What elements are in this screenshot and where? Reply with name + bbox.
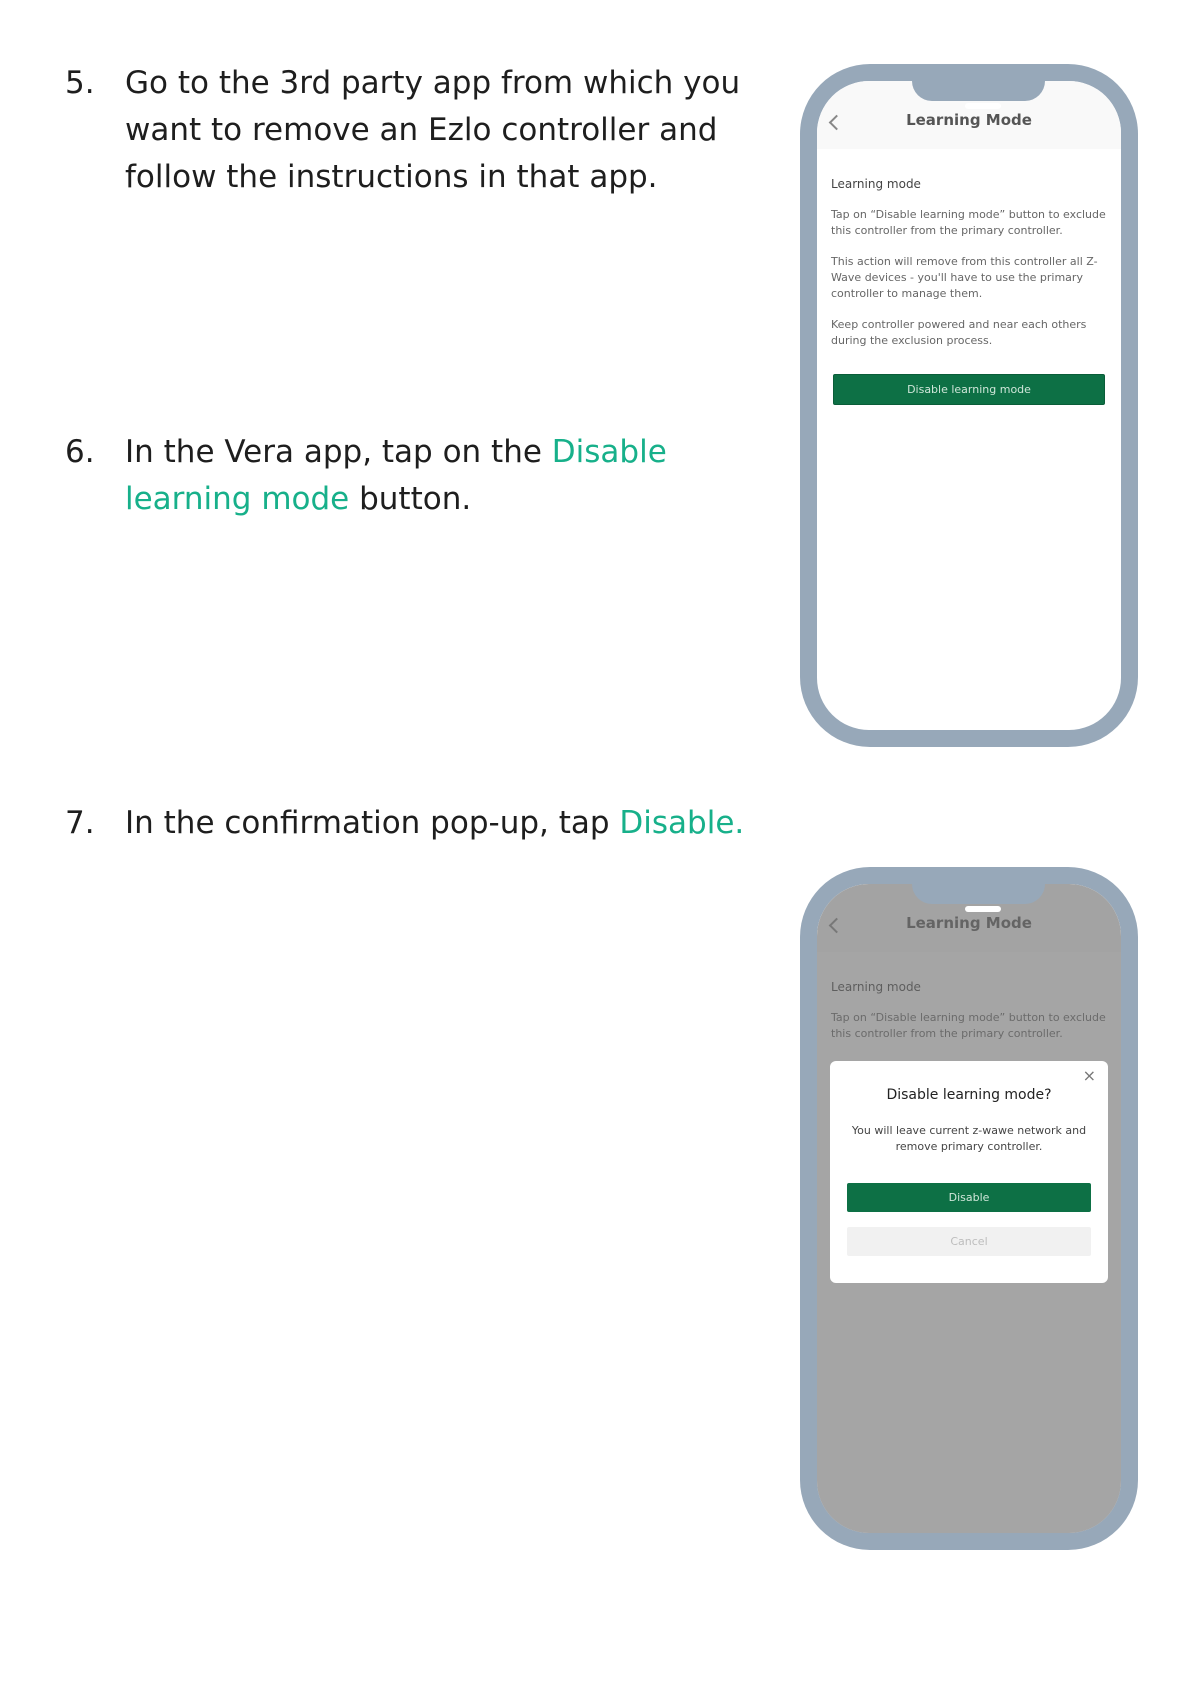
phone-mockup-confirmation <box>800 867 1138 1550</box>
step-text-after: button. <box>349 481 472 517</box>
step-text <box>125 429 785 523</box>
dialog-title: Disable learning mode? <box>886 1087 1052 1103</box>
phone-speaker <box>965 906 1001 912</box>
warning-paragraph: This action will remove from this controller all Z-Wave devices - you'll have to use the primary controller to manage them. <box>831 255 1098 300</box>
phone-notch <box>912 884 1045 904</box>
step-text <box>125 800 785 847</box>
note-paragraph: Keep controller powered and near each others during the exclusion process. <box>831 318 1087 347</box>
header-title: Learning Mode <box>906 111 1032 129</box>
learning-mode-content <box>831 177 1107 405</box>
phone-screen <box>817 884 1121 1533</box>
step-highlight: Disable learning mode <box>125 434 667 517</box>
step-highlight: Disable. <box>619 805 745 841</box>
step-text: Go to the 3rd party app from which you want to remove an Ezlo controller and follow the instructions in that app. <box>125 65 741 195</box>
step-6 <box>65 429 785 523</box>
phone-screen <box>817 81 1121 730</box>
cancel-button[interactable]: Cancel <box>847 1227 1091 1256</box>
step-number: 7. <box>65 805 95 841</box>
step-number: 5. <box>65 65 95 101</box>
phone-mockup-learning-mode <box>800 64 1138 747</box>
section-title: Learning mode <box>831 177 921 191</box>
disable-learning-mode-button[interactable]: Disable learning mode <box>833 374 1105 405</box>
phone-speaker <box>965 103 1001 109</box>
disable-button[interactable]: Disable <box>847 1183 1091 1212</box>
dialog-message: You will leave current z-wawe network and remove primary controller. <box>851 1124 1087 1153</box>
step-text-before: In the Vera app, tap on the <box>125 434 552 470</box>
step-5 <box>65 60 785 201</box>
step-7 <box>65 800 785 847</box>
step-number: 6. <box>65 434 95 470</box>
step-text-before: In the confirmation pop-up, tap <box>125 805 620 841</box>
phone-notch <box>912 81 1045 101</box>
instruction-paragraph: Tap on “Disable learning mode” button to exclude this controller from the primary controller. <box>831 208 1106 237</box>
close-icon[interactable]: × <box>1082 1066 1096 1085</box>
confirmation-dialog <box>830 1061 1108 1283</box>
